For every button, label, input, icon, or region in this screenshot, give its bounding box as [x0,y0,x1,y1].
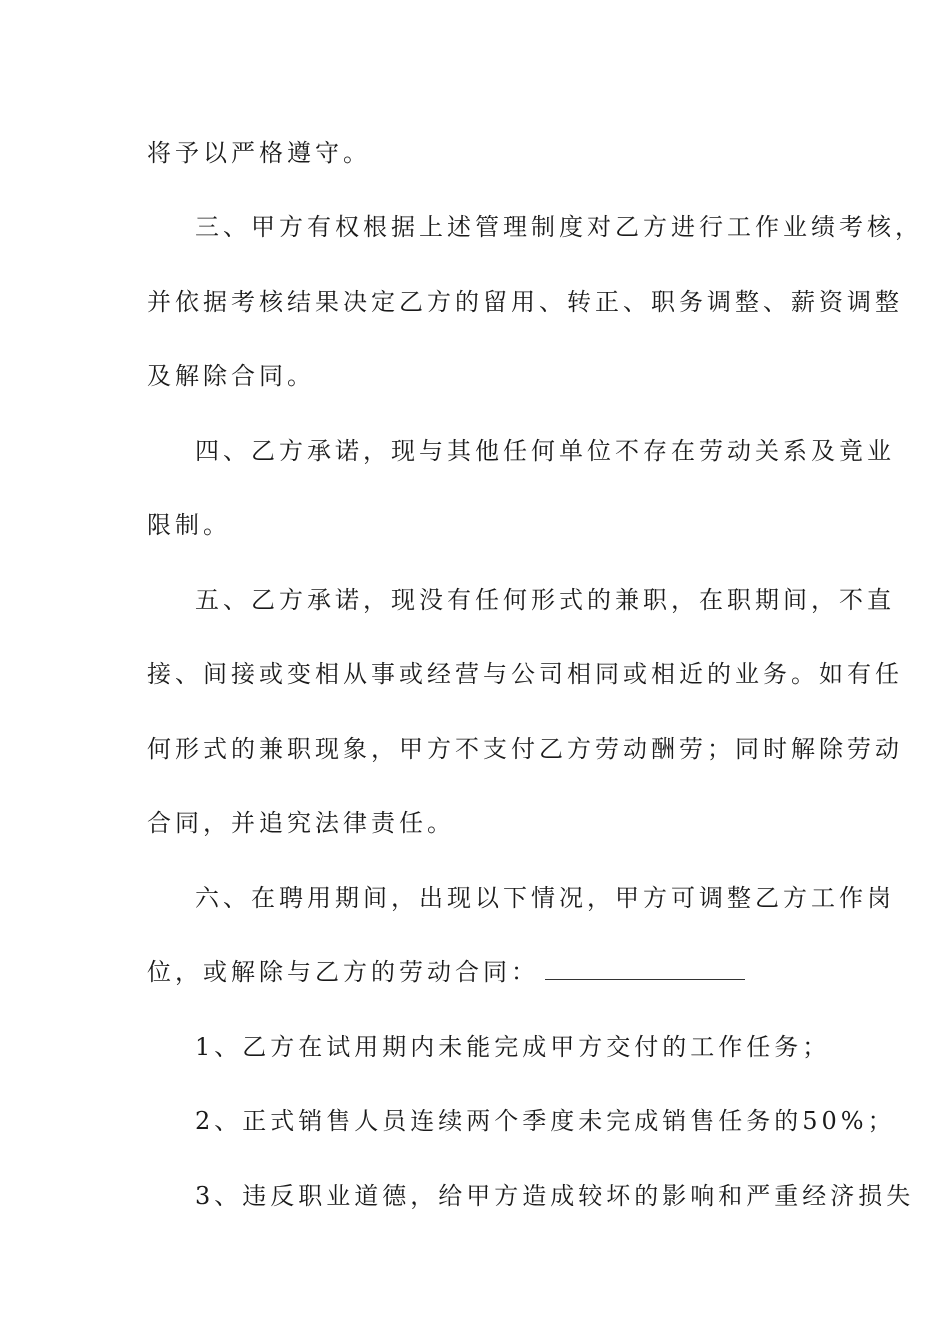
text-line-with-blank [147,957,745,987]
list-item-3: 3、违反职业道德，给甲方造成较坏的影响和严重经济损失 [195,1182,915,1210]
paragraph-6-start: 六、在聘用期间，出现以下情况，甲方可调整乙方工作岗 [195,884,895,912]
list-item-2: 2、正式销售人员连续两个季度未完成销售任务的50%； [195,1107,896,1135]
text-line: 合同，并追究法律责任。 [147,809,455,837]
paragraph-4-start: 四、乙方承诺，现与其他任何单位不存在劳动关系及竟业 [195,437,895,465]
paragraph-3-start: 三、甲方有权根据上述管理制度对乙方进行工作业绩考核， [195,213,923,241]
text-line: 何形式的兼职现象，甲方不支付乙方劳动酬劳；同时解除劳动 [147,735,903,763]
text-segment: 位，或解除与乙方的劳动合同： [147,958,539,986]
text-line: 限制。 [147,511,231,539]
text-line: 及解除合同。 [147,362,315,390]
text-line: 将予以严格遵守。 [147,139,371,167]
list-item-1: 1、乙方在试用期内未能完成甲方交付的工作任务； [195,1033,831,1061]
paragraph-5-start: 五、乙方承诺，现没有任何形式的兼职，在职期间，不直 [195,586,895,614]
fill-in-blank[interactable] [545,957,745,980]
text-line: 并依据考核结果决定乙方的留用、转正、职务调整、薪资调整 [147,288,903,316]
text-line: 接、间接或变相从事或经营与公司相同或相近的业务。如有任 [147,660,903,688]
